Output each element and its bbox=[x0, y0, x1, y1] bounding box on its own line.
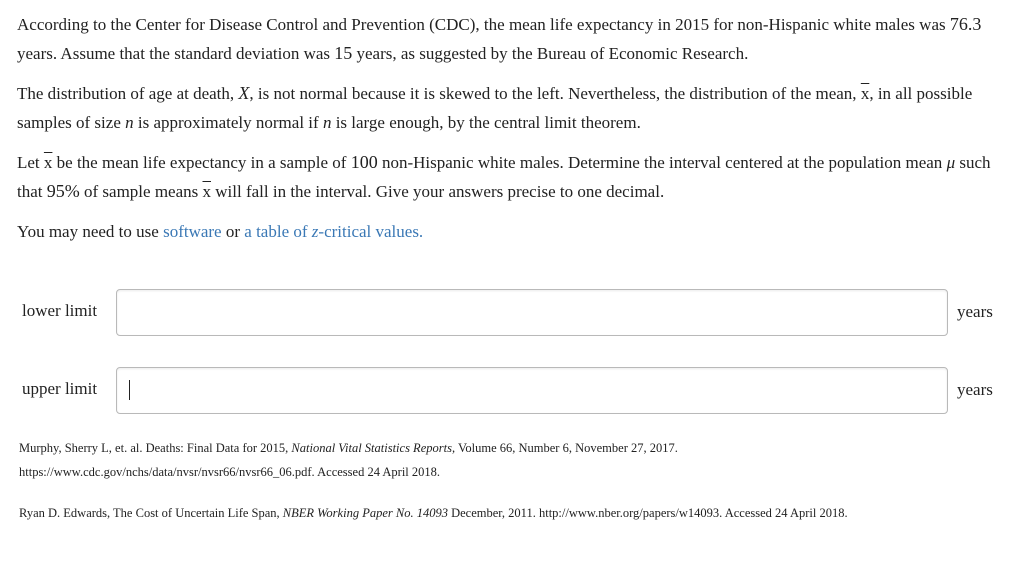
variable-xbar: $\overline{x}$ bbox=[202, 182, 211, 201]
text: or bbox=[221, 222, 245, 241]
text: years, as suggested by the Bureau of Economic Research. bbox=[352, 44, 749, 63]
text: will fall in the interval. Give your answers precise to one decimal. bbox=[211, 182, 665, 201]
lower-limit-input[interactable] bbox=[117, 290, 947, 335]
reference-1 bbox=[19, 436, 1009, 484]
question-paragraph-3 bbox=[17, 148, 1007, 206]
text: The distribution of age at death, bbox=[17, 84, 239, 103]
lower-limit-box[interactable] bbox=[116, 289, 948, 336]
text: is large enough, by the central limit theorem. bbox=[331, 113, 641, 132]
text: non-Hispanic white males. Determine the interval centered at the population mean bbox=[377, 153, 947, 172]
sd-value: 15 bbox=[334, 43, 353, 63]
upper-limit-unit: years bbox=[957, 380, 993, 399]
variable-n: n bbox=[125, 113, 134, 132]
percent-value: 95% bbox=[46, 181, 80, 201]
link-text: a table of bbox=[244, 222, 312, 241]
reference-url: https://www.cdc.gov/nchs/data/nvsr/nvsr66/nvsr66_06.pdf. Accessed 24 April 2018. bbox=[19, 465, 441, 479]
text: years. Assume that the standard deviation was bbox=[17, 44, 335, 63]
references bbox=[19, 436, 1009, 525]
text: such that bbox=[17, 153, 991, 201]
text: Ryan D. Edwards, The Cost of Uncertain Life Span, bbox=[19, 506, 283, 520]
question-paragraph-4 bbox=[17, 217, 1007, 246]
text: Murphy, Sherry L, et. al. Deaths: Final Data for 2015, bbox=[19, 441, 292, 455]
lower-limit-unit: years bbox=[957, 302, 993, 321]
text: Volume 66, Number 6, November 27, 2017. bbox=[455, 441, 678, 455]
journal-title: National Vital Statistics Reports, bbox=[291, 441, 456, 455]
text: of sample means bbox=[79, 182, 203, 201]
text: , is not normal because it is skewed to the left. Nevertheless, the distribution of the mean, bbox=[249, 84, 861, 103]
text: December, 2011. http://www.nber.org/papers/w14093. Accessed 24 April 2018. bbox=[447, 506, 848, 520]
lower-limit-label: lower limit bbox=[22, 301, 98, 320]
mean-value: 76.3 bbox=[949, 14, 982, 34]
variable-xbar: $\overline{x}$ bbox=[860, 84, 870, 103]
upper-limit-input[interactable] bbox=[117, 368, 947, 413]
text: Let bbox=[17, 153, 44, 172]
question-text bbox=[17, 10, 1007, 246]
variable-xbar: $\overline{x}$ bbox=[43, 153, 53, 172]
text: be the mean life expectancy in a sample of bbox=[52, 153, 351, 172]
question-paragraph-1 bbox=[17, 10, 1007, 68]
link-text: -critical values. bbox=[318, 222, 424, 241]
text: You may need to use bbox=[17, 222, 164, 241]
upper-limit-box[interactable] bbox=[116, 367, 948, 414]
z-table-link[interactable] bbox=[244, 222, 423, 241]
text-cursor bbox=[129, 380, 130, 400]
question-paragraph-2 bbox=[17, 79, 1007, 137]
sample-size-value: 100 bbox=[350, 152, 378, 172]
upper-limit-row bbox=[17, 367, 1007, 415]
variable-n: n bbox=[322, 113, 332, 132]
upper-limit-label: upper limit bbox=[22, 379, 98, 398]
variable-x: X bbox=[238, 83, 250, 103]
lower-limit-row bbox=[17, 289, 1007, 337]
text: , in all possible samples of size bbox=[17, 84, 973, 132]
journal-title: NBER Working Paper No. 14093 bbox=[282, 506, 448, 520]
variable-mu: μ bbox=[946, 153, 956, 172]
text: According to the Center for Disease Control and Prevention (CDC), the mean life expectancy in 2015 for non-Hispanic white males was bbox=[17, 15, 950, 34]
software-link[interactable]: software bbox=[163, 222, 222, 241]
reference-2 bbox=[19, 501, 1009, 525]
link-text-z: z bbox=[311, 222, 319, 241]
text: is approximately normal if bbox=[133, 113, 323, 132]
